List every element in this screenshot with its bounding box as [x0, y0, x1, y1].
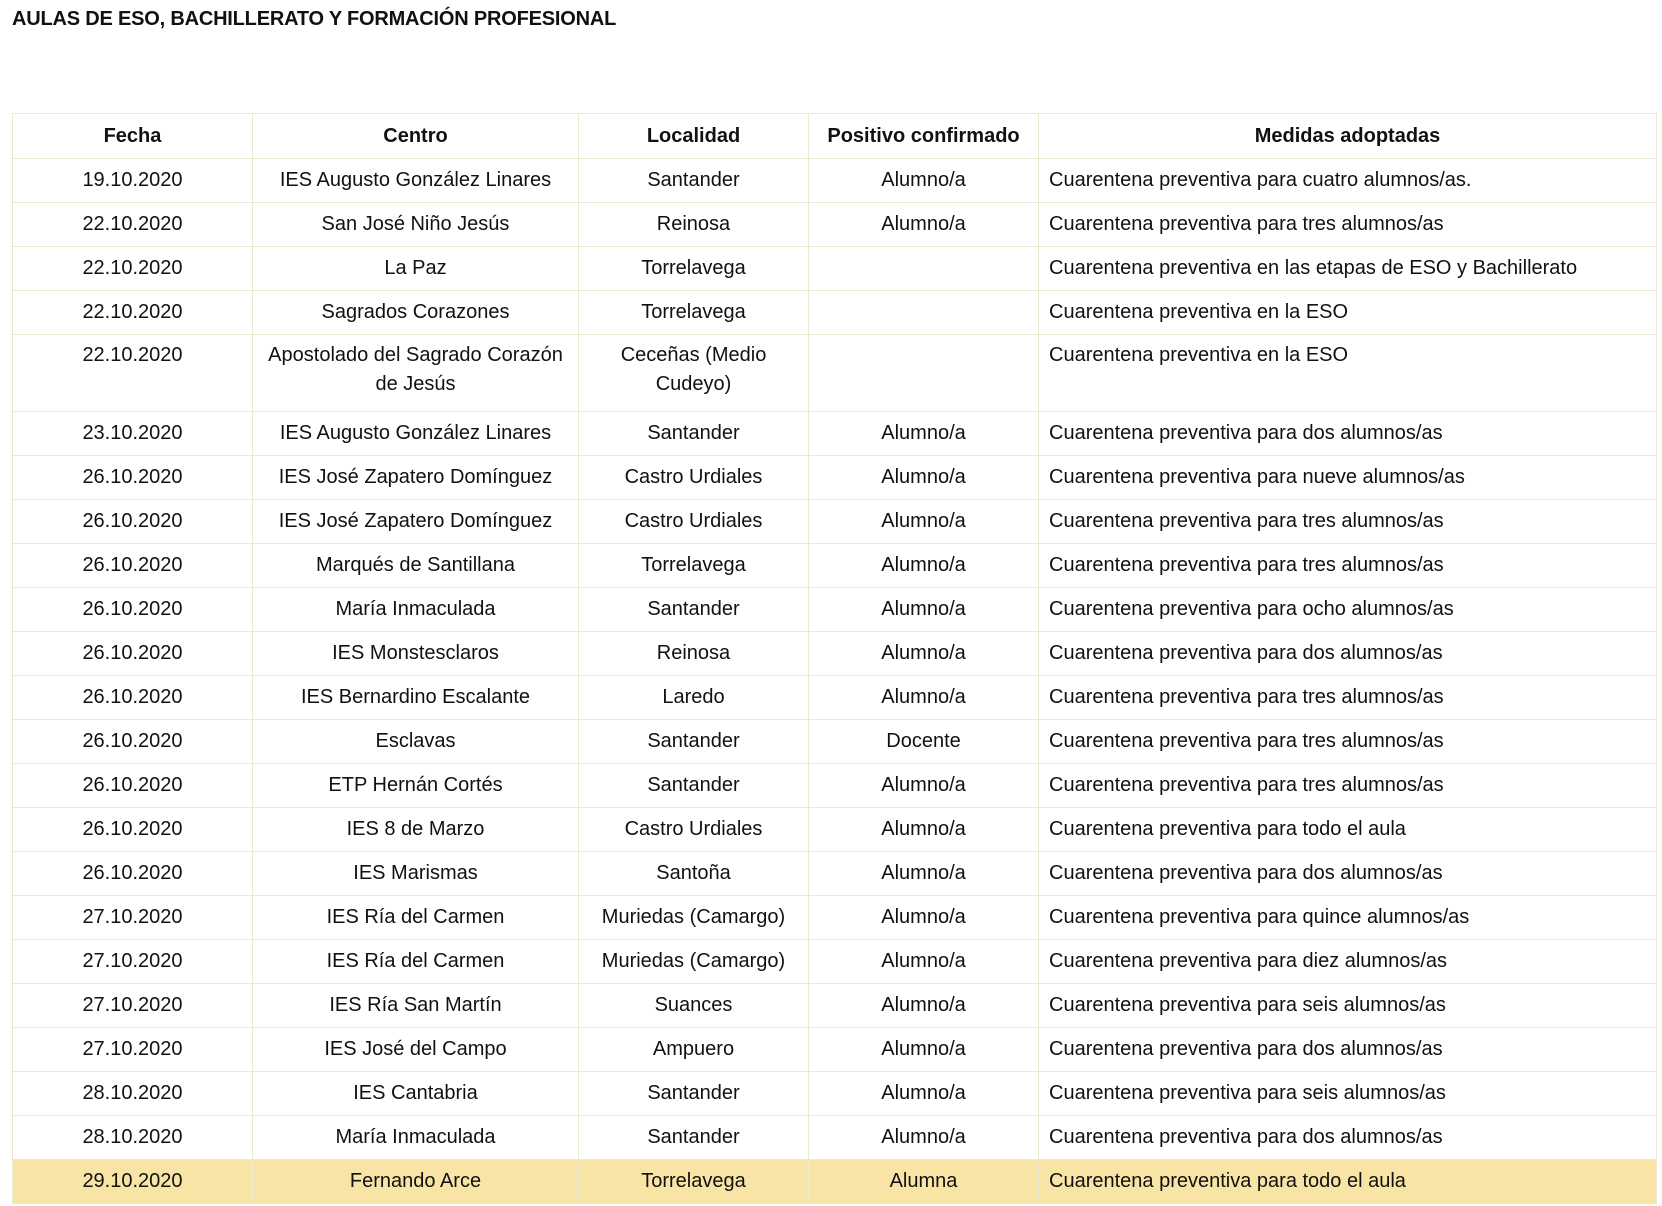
table-row-highlighted [13, 1160, 1657, 1204]
cell-localidad: Suances [579, 984, 809, 1028]
cell-medidas: Cuarentena preventiva para dos alumnos/as [1039, 852, 1657, 896]
cell-fecha: 23.10.2020 [13, 412, 253, 456]
cell-medidas: Cuarentena preventiva en las etapas de ESO y Bachillerato [1039, 247, 1657, 291]
cell-positivo: Alumno/a [809, 500, 1039, 544]
cell-positivo: Alumno/a [809, 764, 1039, 808]
cell-medidas: Cuarentena preventiva para cuatro alumnos/as. [1039, 159, 1657, 203]
cell-medidas: Cuarentena preventiva para dos alumnos/as [1039, 1116, 1657, 1160]
table-row [13, 247, 1657, 291]
cell-fecha: 27.10.2020 [13, 984, 253, 1028]
cell-medidas: Cuarentena preventiva para dos alumnos/as [1039, 632, 1657, 676]
cell-positivo: Alumno/a [809, 940, 1039, 984]
cell-positivo: Alumno/a [809, 984, 1039, 1028]
cell-centro: María Inmaculada [253, 1116, 579, 1160]
table-row [13, 808, 1657, 852]
cell-centro: IES Marismas [253, 852, 579, 896]
cell-centro: IES 8 de Marzo [253, 808, 579, 852]
table-row [13, 1116, 1657, 1160]
cell-medidas: Cuarentena preventiva para tres alumnos/as [1039, 676, 1657, 720]
table-row [13, 291, 1657, 335]
cell-localidad: Torrelavega [579, 291, 809, 335]
cell-centro: Sagrados Corazones [253, 291, 579, 335]
cell-centro: La Paz [253, 247, 579, 291]
cell-positivo [809, 291, 1039, 335]
cell-fecha: 28.10.2020 [13, 1116, 253, 1160]
cell-fecha: 26.10.2020 [13, 808, 253, 852]
cell-fecha: 22.10.2020 [13, 203, 253, 247]
cell-centro: San José Niño Jesús [253, 203, 579, 247]
cell-medidas: Cuarentena preventiva para seis alumnos/as [1039, 1072, 1657, 1116]
cell-fecha: 26.10.2020 [13, 676, 253, 720]
cell-positivo: Alumno/a [809, 1072, 1039, 1116]
header-fecha: Fecha [13, 114, 253, 159]
cell-centro: Esclavas [253, 720, 579, 764]
cell-positivo: Alumno/a [809, 808, 1039, 852]
table-row [13, 632, 1657, 676]
cell-fecha: 28.10.2020 [13, 1072, 253, 1116]
cell-medidas: Cuarentena preventiva para diez alumnos/as [1039, 940, 1657, 984]
table-row [13, 203, 1657, 247]
cell-centro: Fernando Arce [253, 1160, 579, 1204]
table-header-row [13, 114, 1657, 159]
cell-medidas: Cuarentena preventiva para tres alumnos/as [1039, 500, 1657, 544]
cell-medidas: Cuarentena preventiva para seis alumnos/as [1039, 984, 1657, 1028]
page-title: AULAS DE ESO, BACHILLERATO Y FORMACIÓN PROFESIONAL [12, 8, 617, 30]
cell-fecha: 26.10.2020 [13, 632, 253, 676]
cell-fecha: 29.10.2020 [13, 1160, 253, 1204]
cell-localidad: Torrelavega [579, 1160, 809, 1204]
cell-medidas: Cuarentena preventiva para dos alumnos/as [1039, 1028, 1657, 1072]
cell-positivo: Alumno/a [809, 632, 1039, 676]
cell-positivo [809, 247, 1039, 291]
cell-positivo: Alumno/a [809, 544, 1039, 588]
cell-centro: ETP Hernán Cortés [253, 764, 579, 808]
cell-centro: IES José Zapatero Domínguez [253, 456, 579, 500]
cell-localidad: Santander [579, 764, 809, 808]
cell-fecha: 22.10.2020 [13, 335, 253, 412]
cell-centro: Marqués de Santillana [253, 544, 579, 588]
cell-localidad: Reinosa [579, 203, 809, 247]
header-positivo: Positivo confirmado [809, 114, 1039, 159]
cell-localidad: Muriedas (Camargo) [579, 940, 809, 984]
cell-centro: IES José Zapatero Domínguez [253, 500, 579, 544]
cell-localidad: Santander [579, 1072, 809, 1116]
cell-localidad: Reinosa [579, 632, 809, 676]
table-row [13, 1072, 1657, 1116]
cell-localidad: Castro Urdiales [579, 456, 809, 500]
table-row [13, 544, 1657, 588]
cell-medidas: Cuarentena preventiva para quince alumnos/as [1039, 896, 1657, 940]
cell-medidas: Cuarentena preventiva para ocho alumnos/as [1039, 588, 1657, 632]
cell-medidas: Cuarentena preventiva para nueve alumnos/as [1039, 456, 1657, 500]
table-row [13, 852, 1657, 896]
cell-fecha: 27.10.2020 [13, 1028, 253, 1072]
header-localidad: Localidad [579, 114, 809, 159]
header-centro: Centro [253, 114, 579, 159]
cell-medidas: Cuarentena preventiva para tres alumnos/as [1039, 203, 1657, 247]
table-row [13, 500, 1657, 544]
cell-fecha: 26.10.2020 [13, 544, 253, 588]
table-row [13, 159, 1657, 203]
cell-positivo [809, 335, 1039, 412]
cell-fecha: 19.10.2020 [13, 159, 253, 203]
cell-positivo: Alumno/a [809, 456, 1039, 500]
cell-fecha: 26.10.2020 [13, 720, 253, 764]
table-row [13, 940, 1657, 984]
cell-localidad: Laredo [579, 676, 809, 720]
cell-fecha: 27.10.2020 [13, 896, 253, 940]
cell-positivo: Alumno/a [809, 203, 1039, 247]
cell-medidas: Cuarentena preventiva para dos alumnos/as [1039, 412, 1657, 456]
cell-centro: Apostolado del Sagrado Corazón de Jesús [253, 335, 579, 412]
table-row [13, 456, 1657, 500]
cell-localidad: Ampuero [579, 1028, 809, 1072]
table-row [13, 984, 1657, 1028]
cell-medidas: Cuarentena preventiva en la ESO [1039, 335, 1657, 412]
cell-fecha: 26.10.2020 [13, 456, 253, 500]
cell-medidas: Cuarentena preventiva para tres alumnos/as [1039, 764, 1657, 808]
cell-localidad: Ceceñas (Medio Cudeyo) [579, 335, 809, 412]
cell-centro: IES Monstesclaros [253, 632, 579, 676]
cell-localidad: Santander [579, 159, 809, 203]
cell-medidas: Cuarentena preventiva para tres alumnos/as [1039, 720, 1657, 764]
table-row [13, 676, 1657, 720]
cell-localidad: Santander [579, 720, 809, 764]
cell-fecha: 26.10.2020 [13, 764, 253, 808]
cell-positivo: Docente [809, 720, 1039, 764]
table-row [13, 412, 1657, 456]
cell-centro: IES Augusto González Linares [253, 412, 579, 456]
cell-centro: IES Cantabria [253, 1072, 579, 1116]
cell-localidad: Castro Urdiales [579, 808, 809, 852]
cell-fecha: 26.10.2020 [13, 500, 253, 544]
cell-fecha: 26.10.2020 [13, 852, 253, 896]
cell-positivo: Alumno/a [809, 1116, 1039, 1160]
cell-medidas: Cuarentena preventiva para tres alumnos/as [1039, 544, 1657, 588]
table-row [13, 896, 1657, 940]
cell-localidad: Santoña [579, 852, 809, 896]
cell-medidas: Cuarentena preventiva en la ESO [1039, 291, 1657, 335]
table-row [13, 1028, 1657, 1072]
header-medidas: Medidas adoptadas [1039, 114, 1657, 159]
cell-medidas: Cuarentena preventiva para todo el aula [1039, 808, 1657, 852]
cell-localidad: Torrelavega [579, 544, 809, 588]
cell-centro: IES Ría del Carmen [253, 940, 579, 984]
cell-fecha: 22.10.2020 [13, 247, 253, 291]
cell-localidad: Santander [579, 412, 809, 456]
cell-localidad: Santander [579, 588, 809, 632]
cell-fecha: 27.10.2020 [13, 940, 253, 984]
table-row [13, 588, 1657, 632]
cell-centro: IES José del Campo [253, 1028, 579, 1072]
table-row [13, 720, 1657, 764]
cell-positivo: Alumno/a [809, 159, 1039, 203]
cell-centro: IES Bernardino Escalante [253, 676, 579, 720]
schools-table [12, 113, 1657, 1204]
cell-centro: María Inmaculada [253, 588, 579, 632]
cell-positivo: Alumno/a [809, 1028, 1039, 1072]
cell-positivo: Alumno/a [809, 896, 1039, 940]
cell-centro: IES Ría del Carmen [253, 896, 579, 940]
cell-centro: IES Ría San Martín [253, 984, 579, 1028]
cell-fecha: 26.10.2020 [13, 588, 253, 632]
cell-positivo: Alumno/a [809, 412, 1039, 456]
cell-fecha: 22.10.2020 [13, 291, 253, 335]
cell-positivo: Alumno/a [809, 676, 1039, 720]
table-row [13, 335, 1657, 412]
cell-positivo: Alumna [809, 1160, 1039, 1204]
table-row [13, 764, 1657, 808]
cell-positivo: Alumno/a [809, 588, 1039, 632]
cell-localidad: Muriedas (Camargo) [579, 896, 809, 940]
cell-medidas: Cuarentena preventiva para todo el aula [1039, 1160, 1657, 1204]
cell-localidad: Torrelavega [579, 247, 809, 291]
cell-centro: IES Augusto González Linares [253, 159, 579, 203]
cell-localidad: Castro Urdiales [579, 500, 809, 544]
cell-localidad: Santander [579, 1116, 809, 1160]
cell-positivo: Alumno/a [809, 852, 1039, 896]
